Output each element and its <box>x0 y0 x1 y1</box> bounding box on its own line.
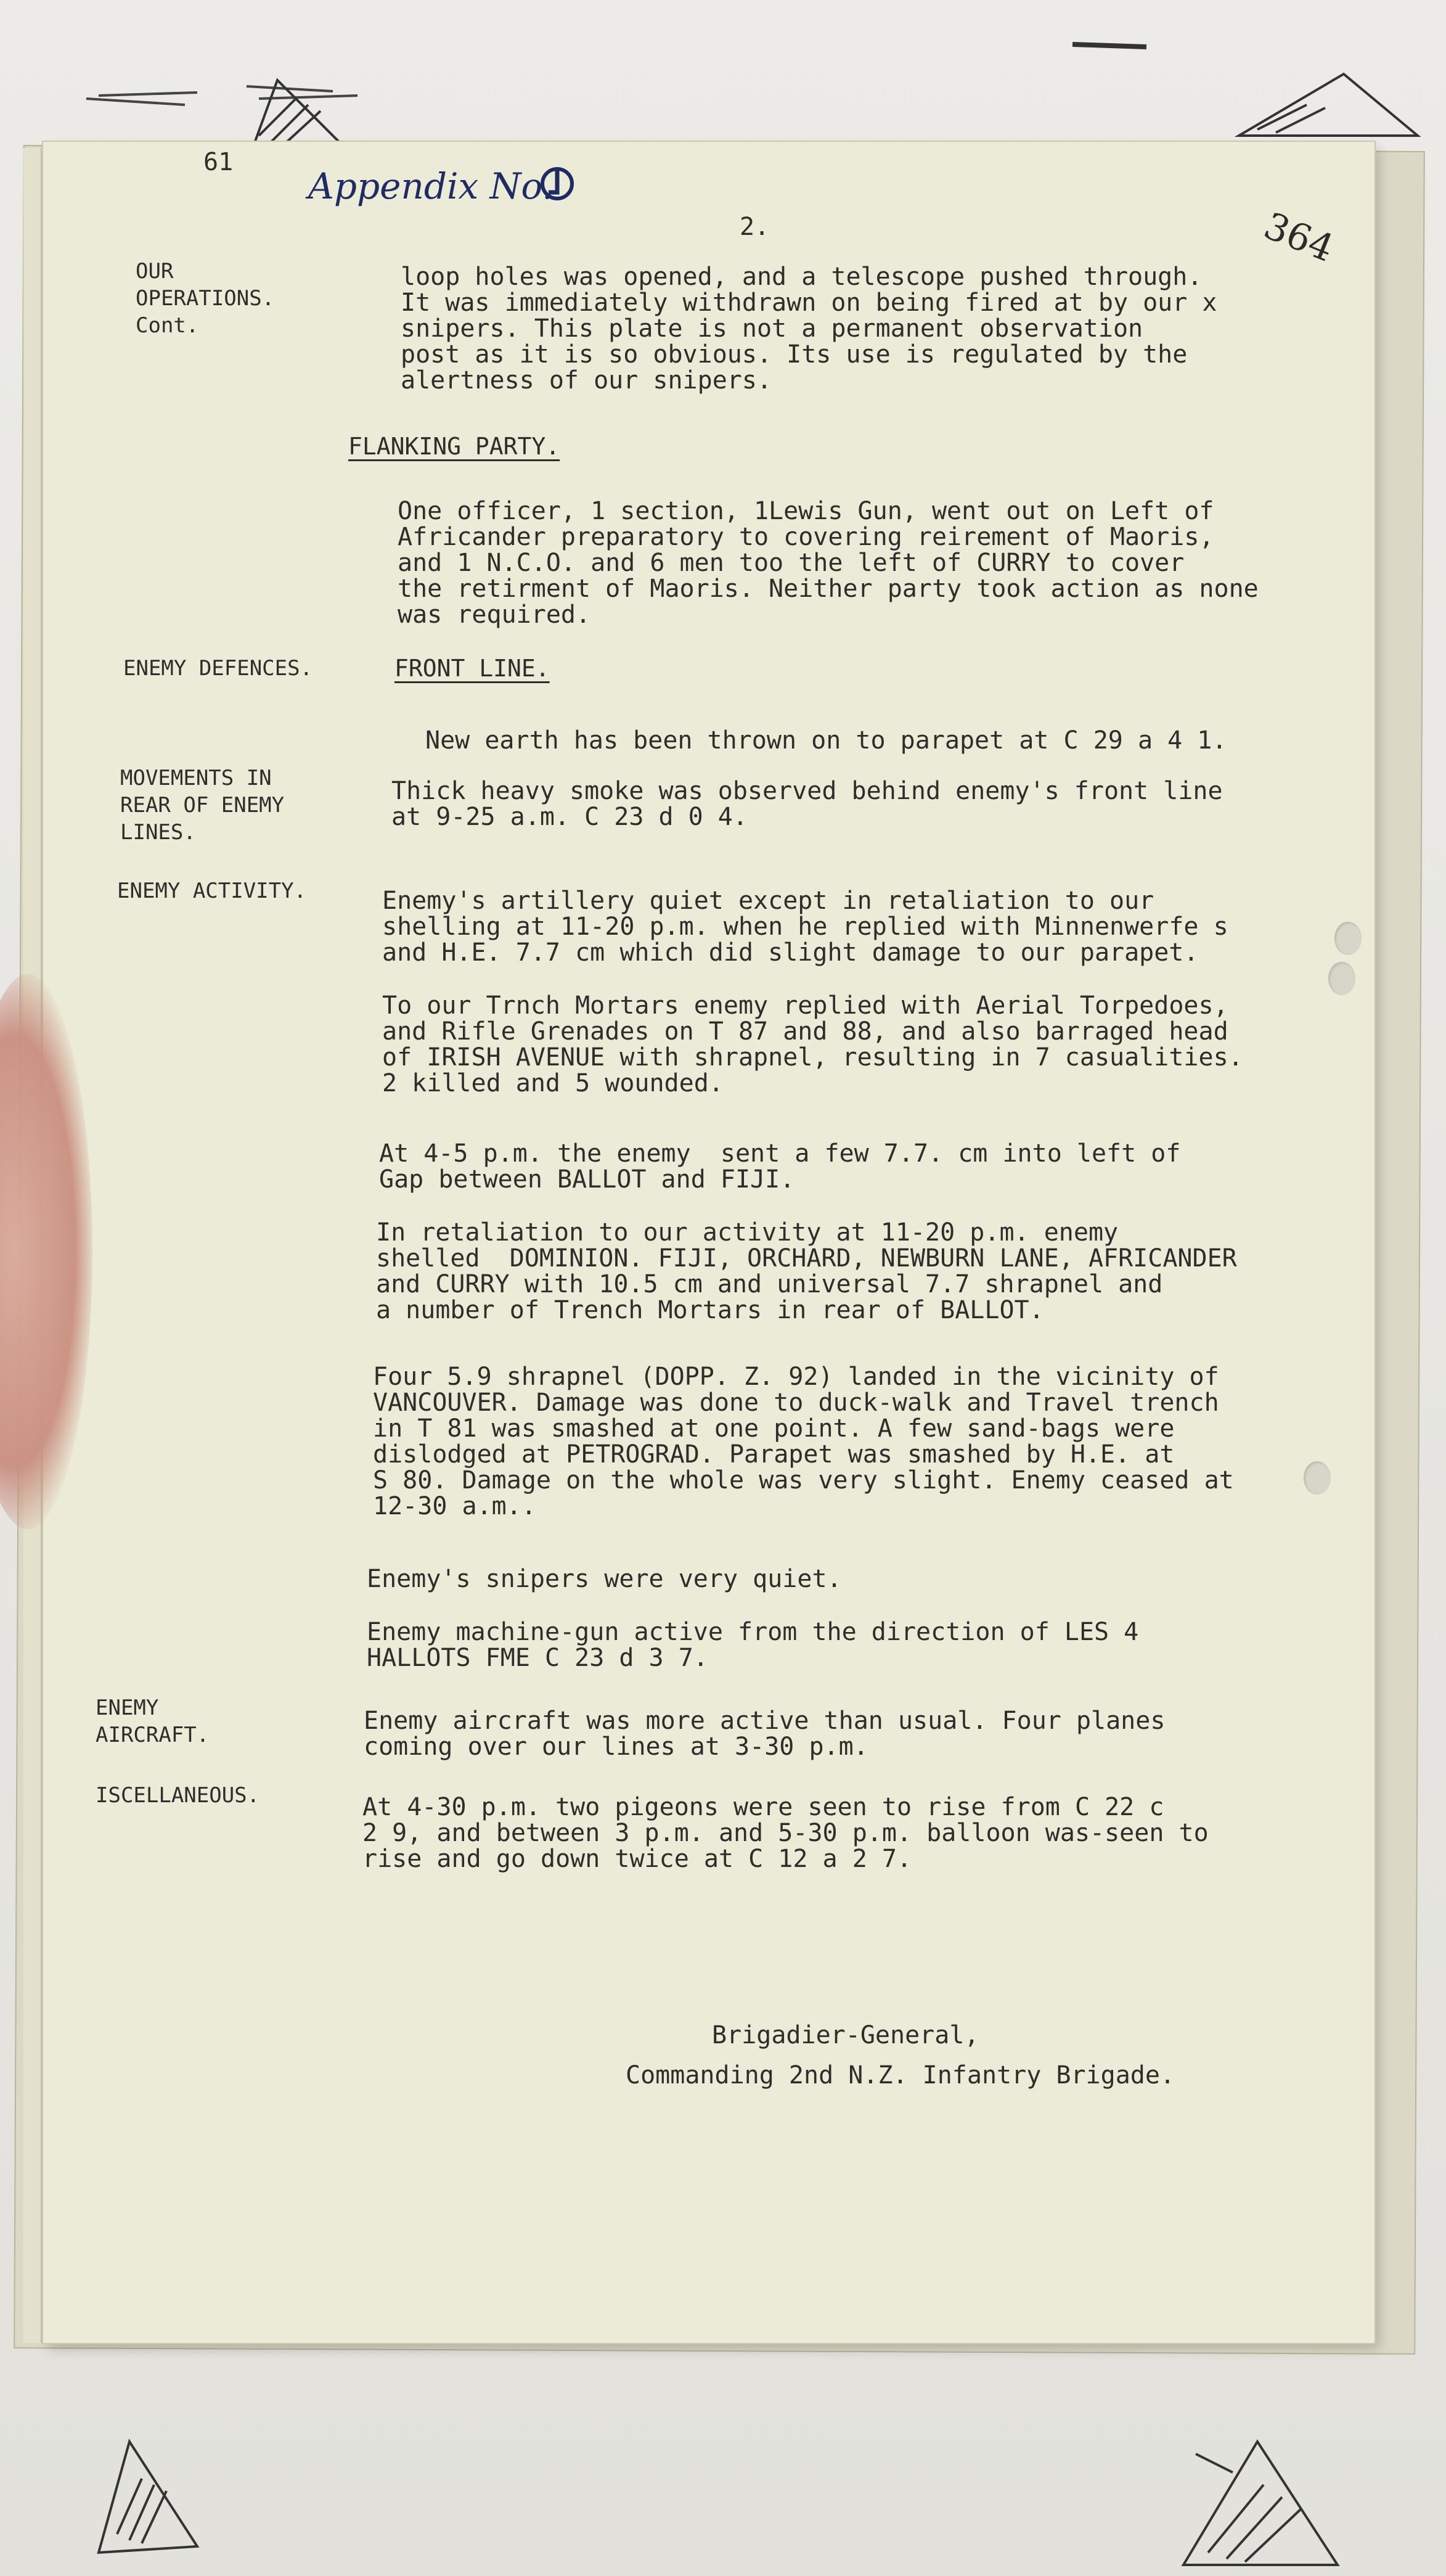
activity-paragraph-3: At 4-5 p.m. the enemy sent a few 7.7. cm into left of Gap between BALLOT and FIJI. <box>379 1139 1181 1194</box>
sketch-dash-top <box>1066 31 1165 55</box>
activity-paragraph-1: Enemy's artillery quiet except in retaliation to our shelling at 11-20 p.m. when he replied with Minnenwerfe s and H.E. 7.7 cm which did slight damage to our parapet. <box>382 887 1228 967</box>
sketch-top-right <box>1220 62 1430 148</box>
misc-paragraph: At 4-30 p.m. two pigeons were seen to rise from C 22 c 2 9, and between 3 p.m. and 5-30 p.m. balloon was-seen to rise and go down twice at C 12 a 2 7. <box>362 1793 1209 1873</box>
punch-hole <box>1328 962 1355 995</box>
signature-rank: Brigadier-General, <box>712 2021 979 2049</box>
margin-heading-aircraft: ENEMY AIRCRAFT. <box>96 1696 210 1747</box>
front-line-heading: FRONT LINE. <box>394 655 550 682</box>
margin-heading-operations: OUR OPERATIONS. Cont. <box>136 259 275 338</box>
punch-hole <box>1304 1461 1331 1495</box>
appendix-number-mark <box>536 162 579 205</box>
folio-number: 61 <box>203 148 234 176</box>
sketch-bottom-right <box>1159 2417 1356 2571</box>
operations-paragraph: loop holes was opened, and a telescope pushed through. It was immediately withdrawn on being fired at by our x snipers. This plate is not a permanent observation post as it is so obvious. Its use is regulated by the alertness of our snipers. <box>401 263 1217 395</box>
movements-paragraph: Thick heavy smoke was observed behind enemy's front line at 9-25 a.m. C 23 d 0 4. <box>391 777 1223 831</box>
stamp-number: 364 <box>1258 204 1340 271</box>
flanking-party-paragraph: One officer, 1 section, 1Lewis Gun, went out on Left of Africander preparatory to covering reirement of Maoris, and 1 N.C.O. and 6 men too the left of CURRY to cover the retirment of Maoris. Neither party took action as none was required. <box>398 497 1259 629</box>
aircraft-paragraph: Enemy aircraft was more active than usual. Four planes coming over our lines at 3-30 p.m. <box>364 1707 1166 1761</box>
activity-paragraph-4: In retaliation to our activity at 11-20 p.m. enemy shelled DOMINION. FIJI, ORCHARD, NEWBURN LANE, AFRICANDER and CURRY with 10.5 cm and universal 7.7 shrapnel and a number of Trench Mortars in rear of BALLOT. <box>376 1218 1237 1324</box>
sketch-bottom-left <box>74 2417 234 2565</box>
margin-heading-misc: ISCELLANEOUS. <box>96 1783 260 1808</box>
front-line-paragraph: New earth has been thrown on to parapet at C 29 a 4 1. <box>425 726 1227 755</box>
sketch-top-left <box>74 62 370 154</box>
appendix-label: Appendix No. <box>308 165 553 207</box>
activity-paragraph-2: To our Trnch Mortars enemy replied with Aerial Torpedoes, and Rifle Grenades on T 87 and 88, and also barraged head of IRISH AVENUE with shrapnel, resulting in 7 casualities. 2 killed and 5 wounded. <box>382 991 1243 1097</box>
margin-heading-defences: ENEMY DEFENCES. <box>123 656 313 681</box>
signature-command: Commanding 2nd N.Z. Infantry Brigade. <box>626 2061 1175 2090</box>
punch-hole <box>1334 922 1362 955</box>
activity-paragraph-6: Enemy's snipers were very quiet. <box>367 1565 842 1593</box>
page-number: 2. <box>740 213 770 241</box>
flanking-party-heading: FLANKING PARTY. <box>348 433 560 460</box>
activity-paragraph-7: Enemy machine-gun active from the direction of LES 4 HALLOTS FME C 23 d 3 7. <box>367 1618 1139 1672</box>
activity-paragraph-5: Four 5.9 shrapnel (DOPP. Z. 92) landed in the vicinity of VANCOUVER. Damage was done to duck-walk and Travel trench in T 81 was smashed at one point. A few sand-bags were dislodged at PETROGRAD. Parapet was smashed by H.E. at S 80. Damage on the whole was very slight. Enemy ceased at 12-30 a.m.. <box>373 1363 1234 1520</box>
margin-heading-movements: MOVEMENTS IN REAR OF ENEMY LINES. <box>120 766 285 845</box>
margin-heading-activity: ENEMY ACTIVITY. <box>117 879 307 903</box>
